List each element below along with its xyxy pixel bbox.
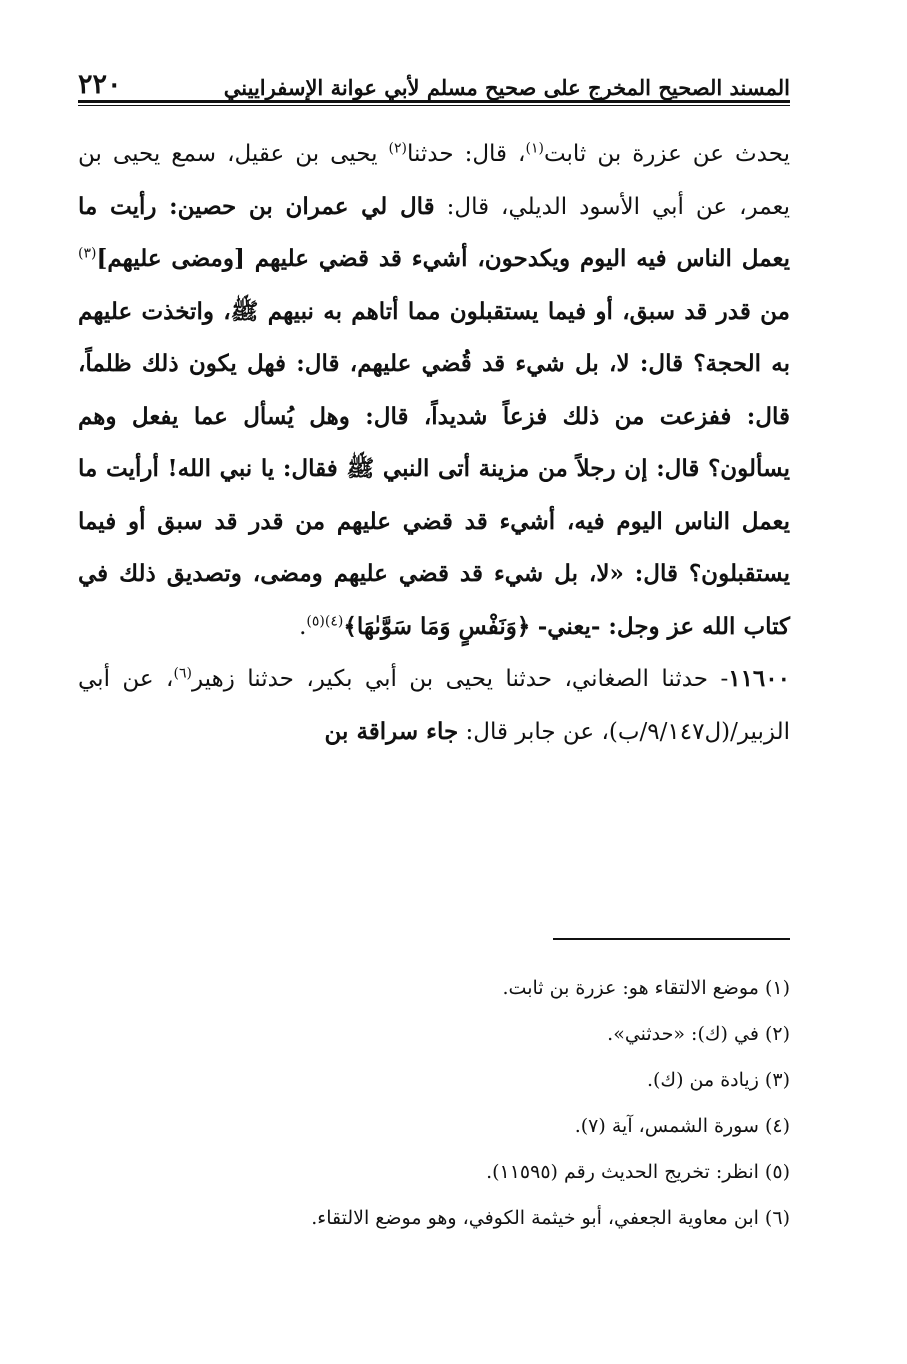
hadith-matn: جاء سراقة بن [324, 717, 459, 745]
main-text [78, 128, 790, 758]
hadith-number: ١١٦٠٠ [728, 665, 790, 692]
footnote-separator [553, 938, 790, 940]
page-header [78, 58, 790, 98]
footnotes [180, 965, 790, 1241]
header-rule-thin [78, 105, 790, 106]
footnote-ref: (٦) [173, 665, 192, 682]
footnote-ref: (٤) [324, 612, 344, 629]
text-run: ، قال: حدثنا [406, 141, 526, 167]
quran-verse: ﴿وَنَفْسٍ وَمَا سَوَّىٰهَا﴾ [343, 612, 531, 640]
hadith-paragraph: يحدث عن عزرة بن ثابت$^{(١)}$، قال: حدثنا$^{(٢)}$ يحيى بن عقيل، سمع يحيى بن يعمر، عن أبي الأسود الديلي، قال: قال لي عمران بن حصين: رأيت ما يعمل الناس فيه اليوم ويكدحون، أشيء قد قضي عليهم [ومضى عليهم]$^{(٣)}$ من قدر قد سبق، أو فيما يستقبلون مما أتاهم به نبيهم ﷺ، واتخذت عليهم به الحجة؟ قال: لا، بل شيء قد قُضي عليهم، قال: فهل يكون ذلك ظلماً، قال: ففزعت من ذلك فزعاً شديداً، قال: وهل يُسأل عما يفعل وهم يسألون؟ قال: إن رجلاً من مزينة أتى النبي ﷺ فقال: يا نبي الله! أرأيت ما يعمل الناس اليوم فيه، أشيء قد قضي عليهم من قدر قد سبق أو فيما يستقبلون؟ قال: «لا، بل شيء قد قضي عليهم ومضى، وتصديق ذلك في كتاب الله عز وجل: -يعني- ﴿وَنَفْسٍ وَمَا سَوَّىٰهَا﴾$^{(٤)(٥)}$. [78, 140, 791, 640]
hadith-matn: من قدر قد سبق، أو فيما يستقبلون مما أتاهم به نبيهم ﷺ، واتخذت عليهم به الحجة؟ قال: لا، بل شيء قد قُضي عليهم، قال: فهل يكون ذلك ظلماً، قال: ففزعت من ذلك فزعاً شديداً، قال: وهل يُسأل عما يفعل وهم يسألون؟ قال: إن رجلاً من مزينة أتى النبي ﷺ فقال: يا نبي الله! أرأيت ما يعمل الناس اليوم فيه، أشيء قد قضي عليهم من قدر قد سبق أو فيما يستقبلون؟ قال: «لا، بل شيء قد قضي عليهم ومضى، وتصديق ذلك في كتاب الله عز وجل: -يعني- [78, 297, 790, 640]
footnote-ref: (١) [525, 140, 544, 157]
footnote: (٢) في (ك): «حدثني». [607, 1023, 790, 1045]
text-run: يحدث عن عزرة بن ثابت [543, 141, 791, 167]
footnote-ref: (٥) [306, 612, 325, 629]
header-rule [78, 100, 790, 103]
text-run: ، عن أبي الزبير/(ل٩/١٤٧/ب)، عن جابر قال: [78, 666, 790, 745]
footnote: (٦) ابن معاوية الجعفي، أبو خيثمة الكوفي، وهو موضع الالتقاء. [311, 1207, 790, 1229]
footnote-ref: (٣) [78, 245, 97, 262]
page-number: ٢٢٠ [78, 69, 122, 100]
footnote-ref: (٢) [388, 140, 407, 157]
footnote: (١) موضع الالتقاء هو: عزرة بن ثابت. [502, 977, 790, 999]
footnote: (٤) سورة الشمس، آية (٧). [574, 1115, 790, 1137]
text-run: يحيى بن عقيل، سمع يحيى بن يعمر، عن أبي الأسود الديلي، قال: [78, 141, 790, 220]
hadith-paragraph [78, 653, 790, 758]
text-run: - حدثنا الصغاني، حدثنا يحيى بن أبي بكير، حدثنا زهير [191, 666, 729, 692]
running-title: المسند الصحيح المخرج على صحيح مسلم لأبي عوانة الإسفراييني [223, 75, 790, 100]
hadith-matn: قال لي عمران بن حصين: رأيت ما يعمل الناس فيه اليوم ويكدحون، أشيء قد قضي عليهم [ومضى عليهم] [78, 192, 790, 272]
footnote: (٣) زيادة من (ك). [646, 1069, 790, 1091]
footnote: (٥) انظر: تخريج الحديث رقم (١١٥٩٥). [486, 1161, 790, 1183]
